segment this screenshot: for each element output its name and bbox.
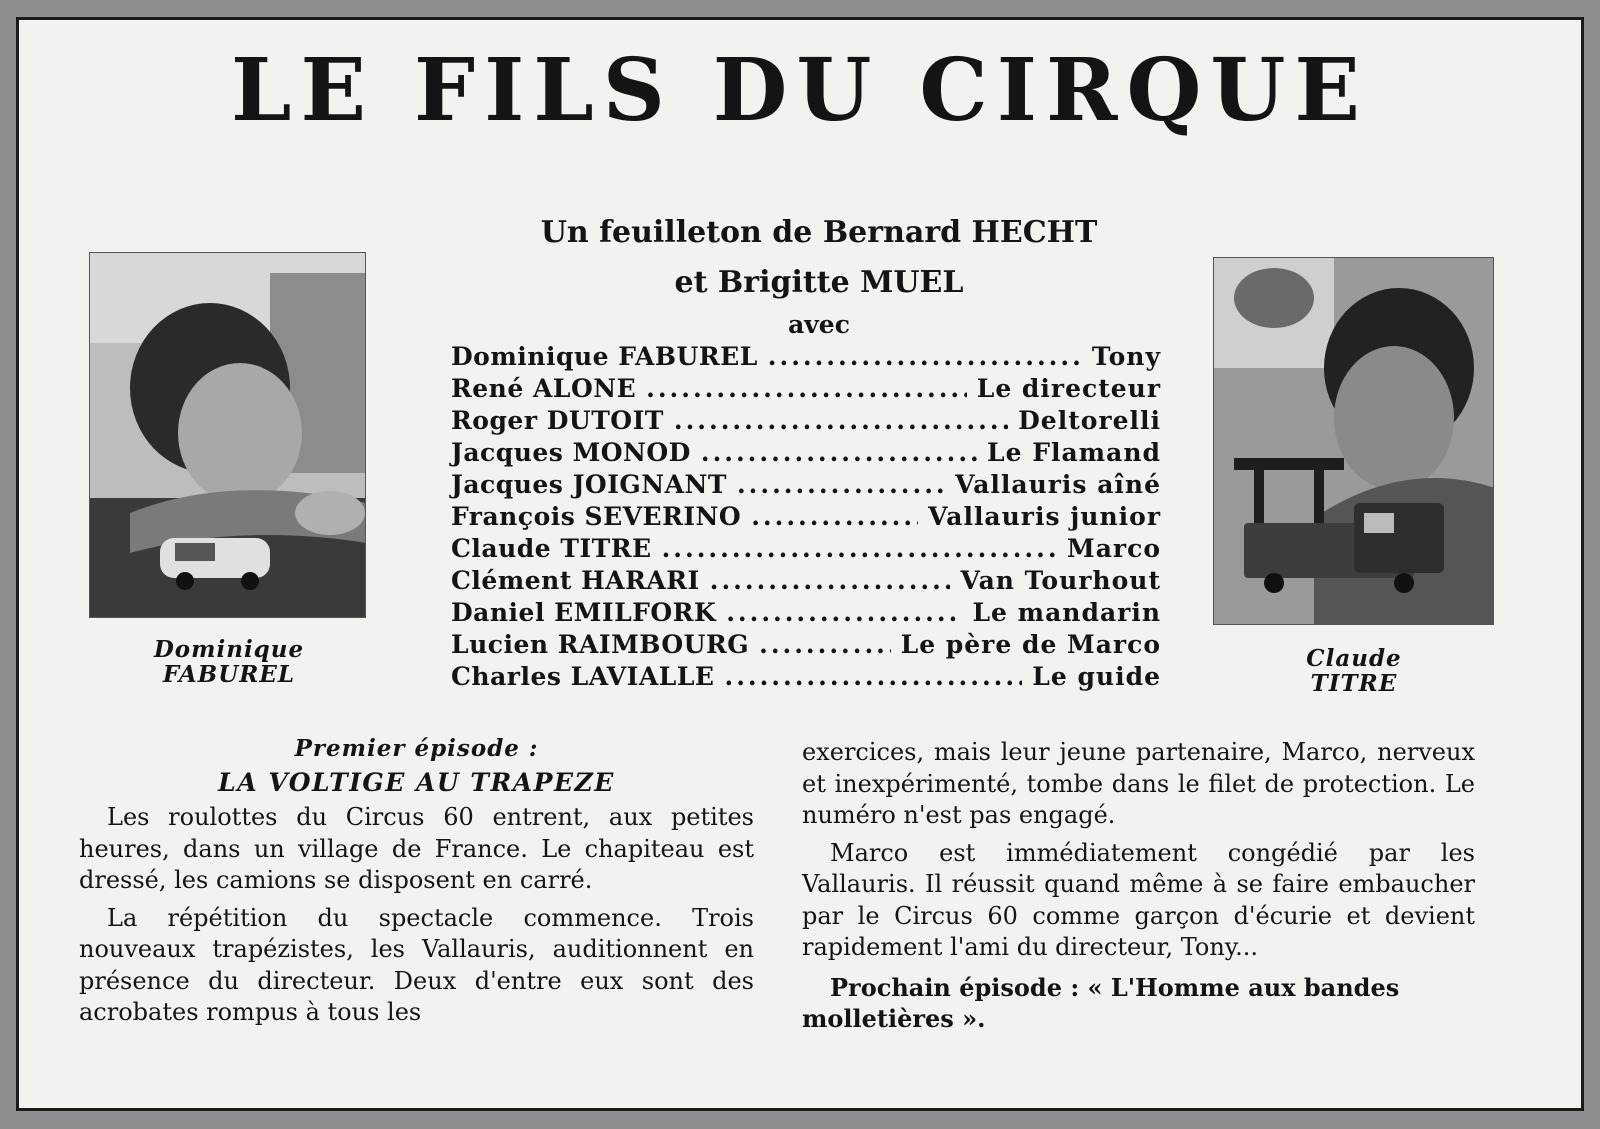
- caption-first-name: Claude: [1306, 645, 1402, 672]
- credits-coauthor-line: et Brigitte MUEL: [674, 265, 964, 300]
- cast-role: Marco: [1067, 534, 1161, 563]
- leader-dots: [662, 534, 1057, 563]
- episode-paragraph: Marco est immédiatement congédié par les Vallauris. Il réussit quand même à se faire embaucher par le Circus 60 comme garçon d'écurie et devient rapidement l'ami du directeur, Tony...: [802, 838, 1475, 961]
- caption-last-name: TITRE: [1310, 670, 1398, 697]
- cast-row: [451, 374, 1161, 406]
- cast-row: [451, 566, 1161, 598]
- episode-label: Premier épisode :: [294, 735, 539, 762]
- cast-row: [451, 438, 1161, 470]
- leader-dots: [701, 438, 977, 467]
- episode-paragraph: Les roulottes du Circus 60 entrent, aux petites heures, dans un village de France. Le chapiteau est dressé, les camions se disposent en carré.: [79, 803, 754, 894]
- episode-paragraph: La répétition du spectacle commence. Trois nouveaux trapézistes, les Vallauris, auditionnent en présence du directeur. Deux d'entre eux sont des acrobates rompus à tous les: [79, 903, 754, 1026]
- leader-dots: [674, 406, 1008, 435]
- cast-role: Le directeur: [976, 374, 1161, 403]
- leader-dots: [759, 630, 891, 659]
- cast-actor: Charles LAVIALLE: [451, 662, 715, 691]
- cast-actor: Clément HARARI: [451, 566, 700, 595]
- cast-actor: René ALONE: [451, 374, 637, 403]
- episode-paragraph: exercices, mais leur jeune partenaire, Marco, nerveux et inexpérimenté, tombe dans le filet de protection. Le numéro n'est pas engagé.: [802, 738, 1475, 829]
- credits-block: [439, 208, 1199, 308]
- cast-actor: Claude TITRE: [451, 534, 652, 563]
- portrait-photo-icon: [1214, 258, 1494, 625]
- cast-row: [451, 630, 1161, 662]
- cast-role: Van Tourhout: [960, 566, 1161, 595]
- cast-row: [451, 406, 1161, 438]
- cast-actor: Daniel EMILFORK: [451, 598, 717, 627]
- leader-dots: [710, 566, 951, 595]
- cast-role: Vallauris aîné: [955, 470, 1161, 499]
- cast-role: Vallauris junior: [928, 502, 1161, 531]
- cast-role: Le guide: [1032, 662, 1161, 691]
- cast-row: [451, 470, 1161, 502]
- cast-actor: Jacques JOIGNANT: [451, 470, 727, 499]
- leader-dots: [724, 662, 1022, 691]
- cast-role: Le Flamand: [987, 438, 1161, 467]
- cast-actor: François SEVERINO: [451, 502, 742, 531]
- caption-last-name: FABUREL: [162, 661, 296, 688]
- cast-actor: Dominique FABUREL: [451, 342, 758, 371]
- cast-row: [451, 662, 1161, 694]
- cast-row: [451, 342, 1161, 374]
- cast-actor: Roger DUTOIT: [451, 406, 664, 435]
- photo-caption-right: [1259, 646, 1449, 696]
- page-title: LE FILS DU CIRQUE: [231, 40, 1369, 141]
- cast-role: Le père de Marco: [900, 630, 1161, 659]
- episode-column-left: [79, 732, 754, 1035]
- episode-column-right: [802, 737, 1475, 1035]
- next-episode-note: Prochain épisode : « L'Homme aux bandes molletières ».: [802, 972, 1400, 1033]
- credits-avec: avec: [788, 310, 850, 339]
- caption-first-name: Dominique: [153, 636, 305, 663]
- photo-dominique-faburel: [89, 252, 366, 618]
- magazine-page: [16, 17, 1584, 1111]
- leader-dots: [737, 470, 945, 499]
- cast-actor: Jacques MONOD: [451, 438, 691, 467]
- episode-title: LA VOLTIGE AU TRAPEZE: [218, 768, 615, 797]
- photo-claude-titre: [1213, 257, 1494, 625]
- cast-role: Tony: [1091, 342, 1161, 371]
- photo-caption-left: [109, 637, 349, 687]
- cast-actor: Lucien RAIMBOURG: [451, 630, 750, 659]
- portrait-photo-icon: [90, 253, 366, 618]
- cast-row: [451, 534, 1161, 566]
- cast-list: [451, 342, 1161, 694]
- cast-row: [451, 598, 1161, 630]
- credits-author-line: Un feuilleton de Bernard HECHT: [540, 215, 1098, 250]
- cast-row: [451, 502, 1161, 534]
- leader-dots: [768, 342, 1082, 371]
- leader-dots: [726, 598, 962, 627]
- cast-role: Le mandarin: [972, 598, 1161, 627]
- leader-dots: [751, 502, 918, 531]
- cast-role: Deltorelli: [1018, 406, 1161, 435]
- leader-dots: [646, 374, 967, 403]
